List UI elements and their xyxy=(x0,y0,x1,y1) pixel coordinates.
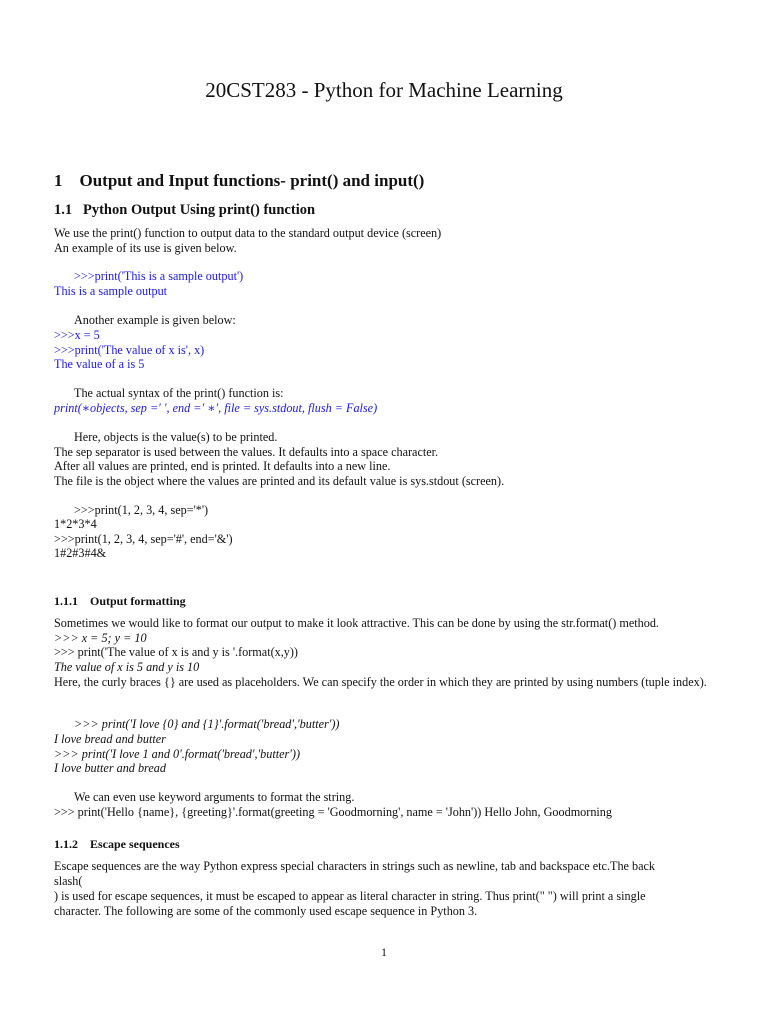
example2-intro: Another example is given below: xyxy=(74,313,236,327)
section-1-1-heading xyxy=(54,202,315,219)
explain-line-2: The sep separator is used between the values. It defaults into a space character. xyxy=(54,445,439,459)
example2-code-1: >>>x = 5 xyxy=(54,328,100,342)
section-1-heading xyxy=(54,171,424,191)
keyword-code: >>> print('Hello {name}, {greeting}'.format(greeting = 'Goodmorning', name = 'John')) Hello John, Goodmorning xyxy=(54,805,612,819)
example2-code-2: >>>print('The value of x is', x) xyxy=(54,343,205,357)
section-title: Escape sequences xyxy=(90,837,180,851)
formatting-code-3: >>> print('I love {0} and {1}'.format('bread','butter')) xyxy=(74,717,340,731)
explain-line-4: The file is the object where the values are printed and its default value is sys.stdout (screen). xyxy=(54,474,505,488)
escape-line-4: character. The following are some of the commonly used escape sequence in Python 3. xyxy=(54,904,478,918)
intro-line-1: We use the print() function to output data to the standard output device (screen) xyxy=(54,226,442,240)
section-number: 1.1.1 xyxy=(54,594,78,608)
print-signature: print(∗objects, sep =′ ′, end =′ ∗′, file = sys.stdout, flush = False) xyxy=(54,401,378,415)
formatting-output-3: I love butter and bread xyxy=(54,761,166,775)
formatting-output-2: I love bread and butter xyxy=(54,732,166,746)
section-number: 1 xyxy=(54,171,63,190)
section-number: 1.1 xyxy=(54,202,73,218)
section-number: 1.1.2 xyxy=(54,837,78,851)
example3-code-2: >>>print(1, 2, 3, 4, sep='#', end='&') xyxy=(54,532,233,546)
section-1-1-1-heading xyxy=(54,594,186,609)
example1-output: This is a sample output xyxy=(54,284,168,298)
formatting-code-1: >>> x = 5; y = 10 xyxy=(54,631,147,645)
explain-line-1: Here, objects is the value(s) to be printed. xyxy=(74,430,278,444)
page-number: 1 xyxy=(381,945,387,959)
example3-output-2: 1#2#3#4& xyxy=(54,546,107,560)
formatting-intro: Sometimes we would like to format our output to make it look attractive. This can be done by using the str.format() method. xyxy=(54,616,659,630)
example3-output-1: 1*2*3*4 xyxy=(54,517,97,531)
document-title: 20CST283 - Python for Machine Learning xyxy=(205,78,563,102)
escape-line-1: Escape sequences are the way Python express special characters in strings such as newline, tab and backspace etc.The back xyxy=(54,859,656,873)
example1-code: >>>print('This is a sample output') xyxy=(74,269,244,283)
explain-line-3: After all values are printed, end is printed. It defaults into a new line. xyxy=(54,459,391,473)
section-1-1-2-heading xyxy=(54,837,180,852)
formatting-code-4: >>> print('I love 1 and 0'.format('bread','butter')) xyxy=(54,747,300,761)
section-title: Output and Input functions- print() and input() xyxy=(79,171,425,190)
example3-code-1: >>>print(1, 2, 3, 4, sep='*') xyxy=(74,503,209,517)
intro-line-2: An example of its use is given below. xyxy=(54,241,237,255)
example2-output: The value of a is 5 xyxy=(54,357,145,371)
syntax-intro: The actual syntax of the print() function is: xyxy=(74,386,284,400)
escape-line-2: slash( xyxy=(54,874,83,888)
section-title: Python Output Using print() function xyxy=(83,202,316,218)
section-title: Output formatting xyxy=(90,594,186,608)
formatting-code-2: >>> print('The value of x is and y is '.format(x,y)) xyxy=(54,645,298,659)
escape-line-3: ) is used for escape sequences, it must be escaped to appear as literal character in string. Thus print(" ") will print a single xyxy=(54,889,646,903)
formatting-output-1: The value of x is 5 and y is 10 xyxy=(54,660,200,674)
formatting-paragraph: Here, the curly braces {} are used as placeholders. We can specify the order in which they are printed by using numbers (tuple index). xyxy=(54,675,707,689)
keyword-intro: We can even use keyword arguments to format the string. xyxy=(74,790,355,804)
